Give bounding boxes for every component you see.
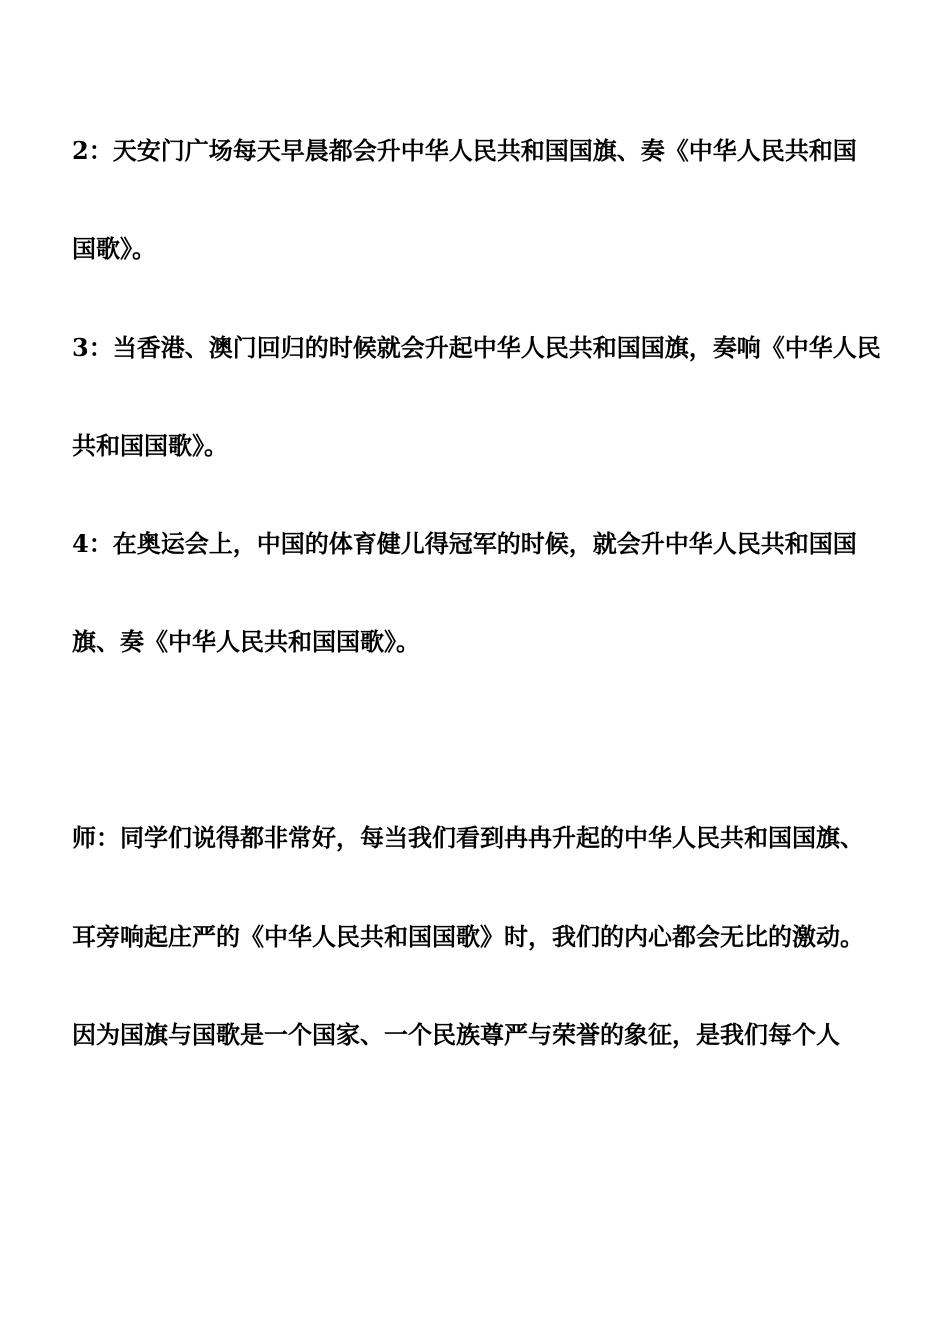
paragraph-4-line-2: 旗、奏《中华人民共和国国歌》。 <box>72 627 420 656</box>
teacher-paragraph-line-3: 因为国旗与国歌是一个国家、一个民族尊严与荣誉的象征，是我们每个人 <box>72 1020 840 1049</box>
paragraph-3-line-2: 共和国国歌》。 <box>72 431 228 460</box>
paragraph-3-line-1: 3：当香港、澳门回归的时候就会升起中华人民共和国国旗，奏响《中华人民 <box>72 333 881 362</box>
paragraph-2-line-2: 国歌》。 <box>72 234 156 263</box>
paragraph-4-line-1: 4：在奥运会上，中国的体育健儿得冠军的时候，就会升中华人民共和国国 <box>72 529 857 558</box>
paragraph-2-line-1: 2：天安门广场每天早晨都会升中华人民共和国国旗、奏《中华人民共和国 <box>72 136 857 165</box>
teacher-paragraph-line-2: 耳旁响起庄严的《中华人民共和国国歌》时，我们的内心都会无比的激动。 <box>72 922 864 951</box>
teacher-paragraph-line-1: 师：同学们说得都非常好，每当我们看到冉冉升起的中华人民共和国国旗、 <box>72 823 864 852</box>
